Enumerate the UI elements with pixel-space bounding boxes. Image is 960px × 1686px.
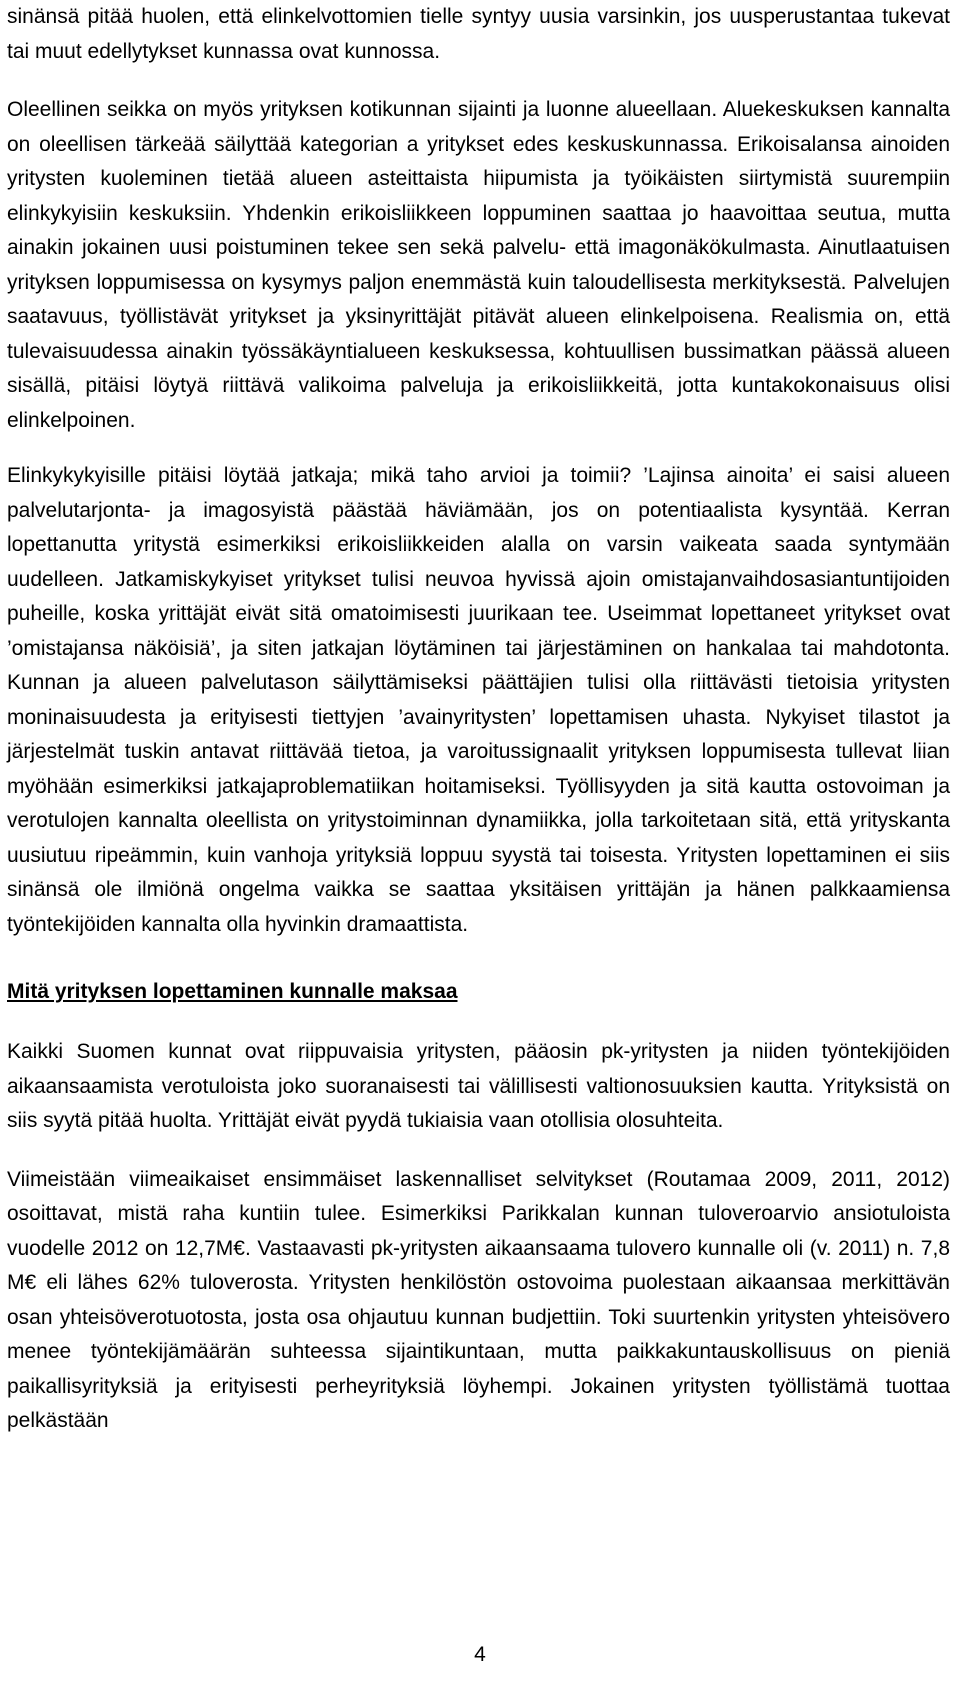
body-paragraph-4: Kaikki Suomen kunnat ovat riippuvaisia yritysten, pääosin pk-yritysten ja niiden työntekijöiden aikaansaamista verotuloista joko suoranaisesti tai välillisesti valtionosuuksien kautta. Yrityksistä on siis syytä pitää huolta. Yrittäjät eivät pyydä tukiaisia vaan otollisia olosuhteita. [7, 1040, 950, 1132]
body-paragraph-2: Oleellinen seikka on myös yrityksen kotikunnan sijainti ja luonne alueellaan. Aluekeskuksen kannalta on oleellisen tärkeää säilyttää kategorian a yritykset edes keskuskunnassa. Erikoisalansa ainoiden yritysten kuoleminen tietää alueen asteittaista hiipumista ja työikäisten siirtymistä suurempiin elinkykyisiin keskuksiin. Yhdenkin erikoisliikkeen loppuminen saattaa jo haavoittaa seutua, mutta ainakin jokainen uusi poistuminen tekee sen sekä palvelu- että imagonäkökulmasta. Ainutlaatuisen yrityksen loppumisessa on kysymys paljon enemmästä kuin taloudellisesta merkityksestä. Palvelujen saatavuus, työllistävät yritykset ja yksinyrittäjät pitävät alueen elinkelpoisena. Realismia on, että tulevaisuudessa ainakin työssäkäyntialueen keskuksessa, kohtuullisen bussimatkan päässä alueen sisällä, pitäisi löytyä riittävä valikoima palveluja ja erikoisliikkeitä, jotta kuntakokonaisuus olisi elinkelpoinen. [7, 98, 950, 432]
body-paragraph-5: Viimeistään viimeaikaiset ensimmäiset laskennalliset selvitykset (Routamaa 2009, 2011, 2012) osoittavat, mistä raha kuntiin tulee. Esimerkiksi Parikkalan kunnan tuloveroarvio ansiotuloista vuodelle 2012 on 12,7M€. Vastaavasti pk-yritysten aikaansaama tulovero kunnalle oli (v. 2011) n. 7,8 M€ eli lähes 62% tuloverosta. Yritysten henkilöstön ostovoima puolestaan aikaansaa merkittävän osan yhteisöverotuotosta, josta osa ohjautuu kunnan budjettiin. Toki suurtenkin yritysten yhteisövero menee työntekijämäärän suhteessa sijaintikuntaan, mutta paikkakuntauskollisuus on pieniä paikallisyrityksiä ja erityisesti perheyrityksiä löyhempi. Jokainen yritysten työllistämä tuottaa pelkästään [7, 1167, 950, 1432]
body-paragraph-3: Elinkykykyisille pitäisi löytää jatkaja; mikä taho arvioi ja toimii? ’Lajinsa ainoita’ ei saisi alueen palvelutarjonta- ja imagosyistä päästää häviämään, jos on potentiaalista kysyntää. Kerran lopettanutta yritystä esimerkiksi erikoisliikkeiden alalla on varsin vaikeata saada syntymään uudelleen. Jatkamiskykyiset yritykset tulisi neuvoa hyvissä ajoin omistajanvaihdosasiantuntijoiden puheille, koska yrittäjät eivät sitä omatoimisesti juurikaan tee. Useimmat lopettaneet yritykset ovat ’omistajansa näköisiä’, ja siten jatkajan löytäminen tai järjestäminen on hankalaa tai mahdotonta. Kunnan ja alueen palvelutason säilyttämiseksi päättäjien tulisi olla riittävästi tietoisia yritysten moninaisuudesta ja erityisesti tiettyjen ’avainyritysten’ lopettamisen uhasta. Nykyiset tilastot ja järjestelmät tuskin antavat riittävää tietoa, ja varoitussignaalit yrityksen loppumisesta tullevat liian myöhään esimerkiksi jatkajaproblematiikan hoitamiseksi. Työllisyyden ja sitä kautta ostovoiman ja verotulojen kannalta oleellista on yritystoiminnan dynamiikka, jolla tarkoitetaan sitä, että yrityskanta uusiutuu ripeämmin, kuin vanhoja yrityksiä loppuu syystä tai toisesta. Yritysten lopettaminen ei siis sinänsä ole ilmiönä ongelma vaikka se saattaa yksitäisen yrittäjän ja hänen palkkaamiensa työntekijöiden kannalta olla hyvinkin dramaattista. [7, 464, 950, 936]
body-paragraph-1: sinänsä pitää huolen, että elinkelvottomien tielle syntyy uusia varsinkin, jos uusperustantaa tukevat tai muut edellytykset kunnassa ovat kunnossa. [7, 5, 950, 63]
document-page [7, 0, 950, 1439]
page-number: 4 [474, 1643, 486, 1666]
section-heading: Mitä yrityksen lopettaminen kunnalle maksaa [7, 980, 458, 1003]
